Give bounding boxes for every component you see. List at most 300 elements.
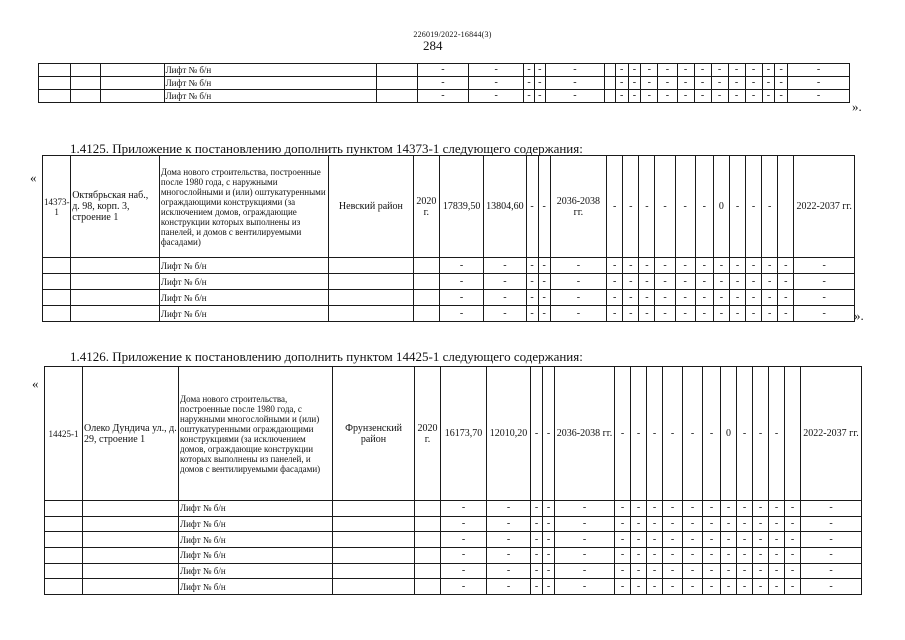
dash-cell: - (534, 77, 545, 90)
year-cell: 2020 г. (413, 156, 439, 258)
dash-cell: - (694, 64, 711, 77)
dash-cell: - (746, 274, 762, 290)
dash-cell: - (745, 77, 762, 90)
dash-cell: - (639, 156, 655, 258)
table-cell (415, 501, 441, 517)
dash-cell: - (639, 306, 655, 322)
lift-row (45, 501, 862, 517)
paragraph-4126: 1.4126. Приложение к постановлению дополнить пунктом 14425-1 следующего содержания: (70, 349, 583, 364)
dash-cell: - (538, 274, 550, 290)
dash-cell: - (487, 516, 531, 532)
table-14425-1 (44, 366, 862, 595)
dash-cell: - (538, 258, 550, 274)
dash-cell: - (785, 532, 801, 548)
dash-cell: - (703, 501, 721, 517)
dash-cell: - (550, 258, 606, 274)
document-code: 226019/2022-16844(3) (413, 30, 492, 39)
dash-cell: - (441, 516, 487, 532)
address-cell: Октябрьская наб., д. 98, корп. 3, строение 1 (71, 156, 160, 258)
dash-cell: - (543, 579, 555, 595)
dash-cell: - (785, 548, 801, 564)
table-cell (100, 64, 164, 77)
area-living-cell: 13804,60 (484, 156, 526, 258)
table-cell (605, 77, 616, 90)
dash-cell: - (655, 290, 675, 306)
dash-cell: - (746, 258, 762, 274)
dash-cell: - (647, 548, 663, 564)
table-cell (45, 532, 83, 548)
table-cell (71, 290, 160, 306)
table-cell (605, 90, 616, 103)
dash-cell: - (769, 516, 785, 532)
dash-cell: - (677, 77, 694, 90)
table-cell (83, 563, 179, 579)
table-cell (415, 516, 441, 532)
plan-period-cell: 2022-2037 гг. (801, 367, 862, 501)
dash-cell: - (663, 501, 683, 517)
table-cell (329, 258, 414, 274)
lift-row (45, 563, 862, 579)
dash-cell: - (746, 290, 762, 306)
lift-label: Лифт № б/н (179, 516, 333, 532)
dash-cell: - (753, 516, 769, 532)
dash-cell: - (534, 90, 545, 103)
dash-cell: - (468, 90, 523, 103)
lift-label: Лифт № б/н (159, 258, 328, 274)
dash-cell: - (683, 501, 703, 517)
dash-cell: - (778, 274, 794, 290)
dash-cell: - (628, 64, 641, 77)
table-cell (71, 258, 160, 274)
dash-cell: - (439, 306, 483, 322)
dash-cell: - (762, 274, 778, 290)
dash-cell: - (555, 563, 615, 579)
dash-cell: - (639, 274, 655, 290)
dash-cell: - (785, 579, 801, 595)
dash-cell: - (775, 64, 788, 77)
dash-cell: - (737, 367, 753, 501)
dash-cell: - (683, 563, 703, 579)
area-living-cell: 12010,20 (487, 367, 531, 501)
dash-cell: - (769, 548, 785, 564)
dash-cell: - (711, 77, 728, 90)
main-row (45, 367, 862, 501)
dash-cell: - (623, 274, 639, 290)
dash-cell: - (631, 579, 647, 595)
dash-cell: - (655, 258, 675, 274)
dash-cell: - (713, 258, 729, 274)
dash-cell: - (769, 367, 785, 501)
dash-cell: - (675, 306, 695, 322)
table-cell (415, 548, 441, 564)
dash-cell: - (647, 516, 663, 532)
lift-label: Лифт № б/н (159, 290, 328, 306)
dash-cell: - (785, 501, 801, 517)
dash-cell: - (655, 274, 675, 290)
dash-cell: - (526, 274, 538, 290)
dash-cell: - (729, 156, 745, 258)
dash-cell: - (545, 64, 605, 77)
item-number: 14425-1 (45, 367, 83, 501)
dash-cell: - (487, 548, 531, 564)
dash-cell: - (675, 258, 695, 274)
dash-cell: - (631, 548, 647, 564)
lift-row (39, 64, 850, 77)
dash-cell: - (721, 548, 737, 564)
dash-cell: - (543, 516, 555, 532)
dash-cell: - (721, 501, 737, 517)
lift-row (39, 90, 850, 103)
dash-cell: - (778, 258, 794, 274)
dash-cell: - (550, 290, 606, 306)
paragraph-4125: 1.4125. Приложение к постановлению дополнить пунктом 14373-1 следующего содержания: (70, 141, 583, 156)
dash-cell: - (524, 77, 535, 90)
dash-cell: - (801, 501, 862, 517)
dash-cell: - (694, 90, 711, 103)
dash-cell: - (753, 548, 769, 564)
table-cell (45, 516, 83, 532)
table-cell (45, 501, 83, 517)
page-number: 284 (423, 38, 443, 53)
dash-cell: - (615, 548, 631, 564)
table-cell (43, 274, 71, 290)
dash-cell: - (639, 290, 655, 306)
dash-cell: - (683, 548, 703, 564)
dash-cell: - (484, 290, 526, 306)
dash-cell: - (728, 77, 745, 90)
table-cell (333, 579, 415, 595)
opening-quote-2: « (32, 376, 39, 391)
dash-cell: - (531, 548, 543, 564)
dash-cell: - (729, 306, 745, 322)
table-cell (45, 563, 83, 579)
dash-cell: - (631, 532, 647, 548)
dash-cell: - (695, 290, 713, 306)
address-cell: Олеко Дундича ул., д. 29, строение 1 (83, 367, 179, 501)
dash-cell: - (769, 579, 785, 595)
dash-cell: - (538, 306, 550, 322)
dash-cell: - (531, 367, 543, 501)
lift-label: Лифт № б/н (179, 532, 333, 548)
zero-cell: 0 (713, 156, 729, 258)
dash-cell: - (713, 274, 729, 290)
dash-cell: - (713, 290, 729, 306)
dash-cell: - (628, 90, 641, 103)
dash-cell: - (647, 532, 663, 548)
dash-cell: - (441, 563, 487, 579)
zero-cell: 0 (721, 367, 737, 501)
lift-label: Лифт № б/н (179, 579, 333, 595)
lift-row (45, 579, 862, 595)
dash-cell: - (545, 77, 605, 90)
dash-cell: - (729, 258, 745, 274)
dash-cell: - (721, 563, 737, 579)
dash-cell: - (801, 579, 862, 595)
dash-cell: - (677, 64, 694, 77)
dash-cell: - (695, 258, 713, 274)
table-cell (39, 77, 71, 90)
plan-period-cell: 2022-2037 гг. (794, 156, 855, 258)
table-cell (329, 290, 414, 306)
dash-cell: - (801, 516, 862, 532)
dash-cell: - (484, 274, 526, 290)
lift-label: Лифт № б/н (164, 77, 377, 90)
dash-cell: - (785, 516, 801, 532)
dash-cell: - (658, 64, 677, 77)
dash-cell: - (713, 306, 729, 322)
table-cell (70, 90, 100, 103)
dash-cell: - (531, 532, 543, 548)
dash-cell: - (762, 306, 778, 322)
dash-cell: - (615, 64, 628, 77)
dash-cell: - (526, 156, 538, 258)
dash-cell: - (711, 64, 728, 77)
table-cell (333, 516, 415, 532)
dash-cell: - (550, 306, 606, 322)
table-cell (413, 306, 439, 322)
dash-cell: - (711, 90, 728, 103)
dash-cell: - (801, 548, 862, 564)
table-cell (45, 579, 83, 595)
dash-cell: - (531, 579, 543, 595)
dash-cell: - (647, 501, 663, 517)
table-cell (83, 548, 179, 564)
dash-cell: - (778, 290, 794, 306)
table-cell (329, 306, 414, 322)
dash-cell: - (623, 290, 639, 306)
dash-cell: - (647, 579, 663, 595)
continuation-table (38, 63, 850, 103)
table-cell (43, 306, 71, 322)
dash-cell: - (631, 563, 647, 579)
table-cell (45, 548, 83, 564)
dash-cell: - (663, 563, 683, 579)
dash-cell: - (745, 64, 762, 77)
dash-cell: - (538, 156, 550, 258)
dash-cell: - (623, 306, 639, 322)
dash-cell: - (615, 501, 631, 517)
dash-cell: - (543, 563, 555, 579)
lift-row (45, 516, 862, 532)
dash-cell: - (531, 501, 543, 517)
table-cell (70, 77, 100, 90)
dash-cell: - (769, 501, 785, 517)
dash-cell: - (729, 290, 745, 306)
dash-cell: - (721, 516, 737, 532)
dash-cell: - (524, 64, 535, 77)
table-cell (413, 290, 439, 306)
dash-cell: - (703, 579, 721, 595)
dash-cell: - (545, 90, 605, 103)
lift-row (45, 532, 862, 548)
table-cell (785, 367, 801, 501)
table-cell (333, 532, 415, 548)
dash-cell: - (487, 563, 531, 579)
dash-cell: - (631, 501, 647, 517)
table-cell (83, 516, 179, 532)
dash-cell: - (531, 516, 543, 532)
description-cell: Дома нового строительства, построенные после 1980 года, с наружными многослойными и (или) оштукатуренными ограждающими конструкциями (за исключением домов, ограждающие конструкции которых выполнены из панелей, и домов с вентилируемыми фасадами) (179, 367, 333, 501)
district-cell: Фрунзенский район (333, 367, 415, 501)
dash-cell: - (524, 90, 535, 103)
dash-cell: - (655, 306, 675, 322)
dash-cell: - (753, 367, 769, 501)
dash-cell: - (615, 516, 631, 532)
dash-cell: - (641, 90, 658, 103)
area-total-cell: 17839,50 (439, 156, 483, 258)
dash-cell: - (746, 156, 762, 258)
dash-cell: - (615, 367, 631, 501)
dash-cell: - (753, 579, 769, 595)
lift-row (43, 258, 855, 274)
dash-cell: - (526, 306, 538, 322)
dash-cell: - (628, 77, 641, 90)
dash-cell: - (607, 274, 623, 290)
dash-cell: - (531, 563, 543, 579)
dash-cell: - (543, 548, 555, 564)
dash-cell: - (555, 579, 615, 595)
dash-cell: - (721, 532, 737, 548)
area-total-cell: 16173,70 (441, 367, 487, 501)
dash-cell: - (439, 258, 483, 274)
dash-cell: - (441, 548, 487, 564)
table-cell (333, 548, 415, 564)
dash-cell: - (658, 77, 677, 90)
dash-cell: - (737, 532, 753, 548)
lift-label: Лифт № б/н (159, 306, 328, 322)
dash-cell: - (753, 501, 769, 517)
period-cell: 2036-2038 гг. (550, 156, 606, 258)
lift-row (43, 306, 855, 322)
dash-cell: - (538, 290, 550, 306)
table-cell (413, 258, 439, 274)
dash-cell: - (615, 90, 628, 103)
dash-cell: - (753, 532, 769, 548)
dash-cell: - (788, 90, 850, 103)
dash-cell: - (729, 274, 745, 290)
dash-cell: - (555, 501, 615, 517)
dash-cell: - (683, 579, 703, 595)
dash-cell: - (647, 563, 663, 579)
table-cell (43, 290, 71, 306)
table-cell (377, 64, 417, 77)
dash-cell: - (703, 367, 721, 501)
dash-cell: - (675, 156, 695, 258)
dash-cell: - (417, 77, 468, 90)
dash-cell: - (794, 258, 855, 274)
dash-cell: - (745, 90, 762, 103)
lift-label: Лифт № б/н (159, 274, 328, 290)
dash-cell: - (658, 90, 677, 103)
dash-cell: - (623, 156, 639, 258)
dash-cell: - (607, 290, 623, 306)
dash-cell: - (762, 77, 775, 90)
dash-cell: - (737, 548, 753, 564)
table-cell (83, 579, 179, 595)
period-cell: 2036-2038 гг. (555, 367, 615, 501)
dash-cell: - (746, 306, 762, 322)
dash-cell: - (663, 367, 683, 501)
dash-cell: - (555, 516, 615, 532)
dash-cell: - (663, 532, 683, 548)
dash-cell: - (775, 90, 788, 103)
dash-cell: - (683, 516, 703, 532)
dash-cell: - (695, 274, 713, 290)
dash-cell: - (683, 532, 703, 548)
dash-cell: - (647, 367, 663, 501)
dash-cell: - (487, 579, 531, 595)
dash-cell: - (663, 516, 683, 532)
dash-cell: - (695, 306, 713, 322)
dash-cell: - (639, 258, 655, 274)
dash-cell: - (607, 258, 623, 274)
dash-cell: - (655, 156, 675, 258)
dash-cell: - (526, 258, 538, 274)
item-number: 14373-1 (43, 156, 71, 258)
table-cell (83, 501, 179, 517)
dash-cell: - (762, 64, 775, 77)
dash-cell: - (543, 367, 555, 501)
year-cell: 2020 г. (415, 367, 441, 501)
table-cell (413, 274, 439, 290)
dash-cell: - (439, 290, 483, 306)
dash-cell: - (534, 64, 545, 77)
table-cell (778, 156, 794, 258)
dash-cell: - (737, 501, 753, 517)
dash-cell: - (663, 548, 683, 564)
dash-cell: - (728, 90, 745, 103)
dash-cell: - (484, 306, 526, 322)
dash-cell: - (641, 77, 658, 90)
dash-cell: - (417, 90, 468, 103)
table-cell (70, 64, 100, 77)
dash-cell: - (675, 274, 695, 290)
dash-cell: - (607, 306, 623, 322)
table-cell (333, 501, 415, 517)
dash-cell: - (788, 77, 850, 90)
dash-cell: - (615, 563, 631, 579)
dash-cell: - (631, 516, 647, 532)
table-cell (415, 563, 441, 579)
lift-label: Лифт № б/н (179, 563, 333, 579)
dash-cell: - (737, 563, 753, 579)
dash-cell: - (417, 64, 468, 77)
dash-cell: - (703, 532, 721, 548)
dash-cell: - (794, 290, 855, 306)
dash-cell: - (677, 90, 694, 103)
dash-cell: - (555, 532, 615, 548)
dash-cell: - (775, 77, 788, 90)
dash-cell: - (555, 548, 615, 564)
dash-cell: - (441, 579, 487, 595)
dash-cell: - (695, 156, 713, 258)
dash-cell: - (675, 290, 695, 306)
lift-label: Лифт № б/н (179, 548, 333, 564)
district-cell: Невский район (329, 156, 414, 258)
table-cell (415, 532, 441, 548)
dash-cell: - (468, 64, 523, 77)
dash-cell: - (683, 367, 703, 501)
opening-quote-1: « (30, 170, 37, 185)
dash-cell: - (615, 532, 631, 548)
dash-cell: - (753, 563, 769, 579)
table-14373-1 (42, 155, 855, 322)
dash-cell: - (721, 579, 737, 595)
table-cell (329, 274, 414, 290)
dash-cell: - (762, 90, 775, 103)
dash-cell: - (703, 516, 721, 532)
dash-cell: - (769, 532, 785, 548)
